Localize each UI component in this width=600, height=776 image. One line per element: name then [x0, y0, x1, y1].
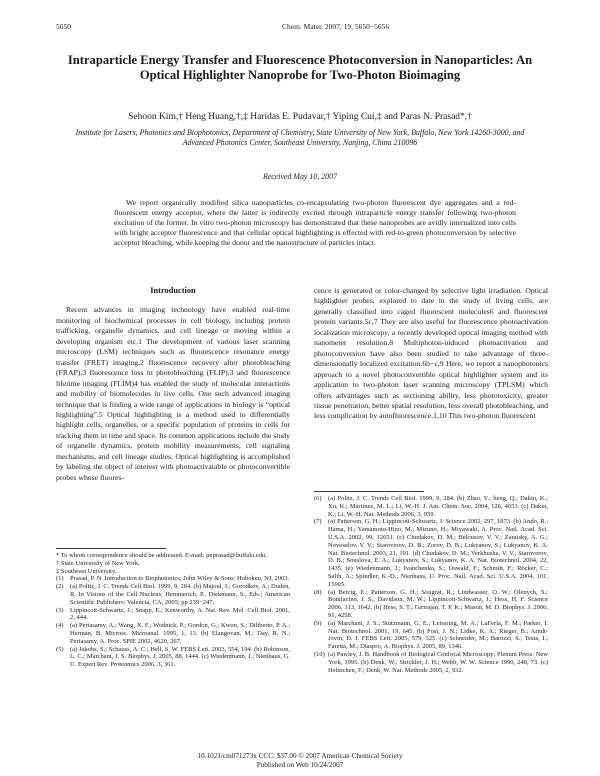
introduction-paragraph-right: cence is generated or color-changed by selective light irradiation. Optical highlighter probes, explored to date in the study of living cells, are generally classified into caged fluorescent molecules6 and fluorescent protein variants.5c,7 They are also useful for fluorescence photoactivation localization microscopy, a recently developed optical imaging method with nanometer resolution.8 Multiphoton-induced photoactivation and photoconversion have also been studied to take advantage of three-dimensionally localized excitation.6b−c,9 Here, we report a nanophotonics approach to a novel photoconvertible optical highlighter system and its application to two-photon laser scanning microscopy (TPLSM) which offers advantages such as sectioning ability, less phototoxicity, greater tissue penetration, better spatial resolution, less overall photobleaching, and less complication by autofluorescence.1,10 This two-photon fluorescent — [314, 286, 548, 421]
reference-item: (8) (a) Betzig, E.; Patterson, G. H.; Sougrat, R.; Lindwasser, O. W.; Olenych, S.; Bonifacino, J. S.; Davidson, M. W.; Lippincott-Schwartz, J.; Hess, H. F. Science 2006, 313, 1642. (b) Hess, S. T.; Girirajan, T. P. K.; Mason, M. D. Biophys. J. 2006, 91, 4258. — [314, 588, 548, 619]
page-number: 5650 — [56, 22, 71, 31]
reference-item: (1) Prasad, P. N. Introduction to Biophotonics; John Wiley & Sons: Hoboken, NJ, 2003. — [56, 575, 290, 583]
reference-item: (4) (a) Periasamy, A.; Wang, X. F.; Wodnick, P.; Gordon, G.; Kwon, S.; Diliberto, P. A.; Herman, B. Microsc. Microanal. 1995, 1, 13. (b) Elangovan, M.; Day, R. N.; Periasamy, A. Proc. SPIE 2002, 4620, 267. — [56, 622, 290, 645]
journal-citation: Chem. Mater. 2007, 19, 5650−5656 — [282, 22, 390, 31]
author-list: Sehoon Kim,† Heng Huang,†,‡ Haridas E. Pudavar,† Yiping Cui,‡ and Paras N. Prasad*,† — [128, 112, 472, 122]
footnote-correspondence: * To whom correspondence should be addressed. E-mail: pnprasad@buffalo.edu. — [56, 552, 267, 559]
reference-item: (2) (a) Politz, J. C. Trends Cell Biol. 1999, 9, 284. (b) Majoul, I.; Gorodkov, A.; Duden, R. In Visions of the Cell Nucleus; Hemmerich, P., Diekmann, S., Eds.; American Scientific Publishers: Valencia, CA, 2005; pp 239−247. — [56, 583, 290, 606]
publication-date: Published on Web 10/24/2007 — [256, 760, 344, 769]
reference-item: (9) (a) Marchant, J. S.; Stutzmann, G. E.; Leissring, M. A.; LaFerla, F. M.; Parker, I. Nat. Biotechnol. 2001, 19, 645. (b) Post, J. N.; Lidke, K. A.; Rieger, B.; Arndt-Jovin, D. J. FEBS Lett. 2005, 579, 325. (c) Schneider, M.; Barozzi, S.; Testa, I.; Faretta, M.; Diaspro, A. Biophys. J. 2005, 89, 1346. — [314, 619, 548, 651]
author-affiliation: Institute for Lasers, Photonics and Biophotonics, Department of Chemistry, State University of New York, Buffalo, New York 14260-3000, and Advanced Photonics Center, Southeast University, Nanjing, China 210096 — [75, 128, 525, 148]
introduction-paragraph-left: Recent advances in imaging technology have enabled real-time monitoring of biochemical processes in cell biology, including protein trafficking, organelle dynamics, and cell lineage or moving within a developing organism etc.1 The development of various laser scanning microscopy (LSM) techniques such as fluorescence resonance energy transfer (FRET) imaging,2 fluorescence recovery after photobleaching (FRAP),3 fluorescence loss in photobleaching (FLIP),3 and fluorescence lifetime imaging (FLIM)4 has enabled the study of molecular interactions and mobility of biomolecules in live cells. One such advanced imaging technique that is finding a wide range of applications in biology is “optical highlighting”.5 Optical highlighting is a method used to differentially highlight cells, organelles, or a specific population of proteins in cells for tracking them in time and space. Its common applications include the study of organelle dynamics, protein mobility measurements, cell signaling mechanisms, and cell lineage studies. Optical highlighting is accomplished by labeling the object of interest with photoactivatable or photoconvertible probes whose fluores- — [56, 305, 290, 482]
references-right — [314, 495, 548, 674]
page-footer — [60, 752, 540, 769]
running-head — [56, 22, 544, 34]
abstract: We report organically modified silica nanoparticles co-encapsulating two-photon fluorescent dye aggregates and a red-fluorescent energy acceptor, where the latter is indirectly excited through intraparticle energy transfer following two-photon excitation of the former. In vitro two-photon microscopy has demonstrated that these nanoprobes are avidly internalized into cells with bright acceptor fluorescence and that cellular optical highlighting is effected with red-to-green photoconversion by selective acceptor bleaching, while keeping the donor and the nanostructure of particles intact. — [114, 198, 516, 248]
footnotes-left — [56, 552, 290, 669]
left-column — [56, 286, 290, 483]
right-column — [314, 286, 548, 422]
article-title: Intraparticle Energy Transfer and Fluorescence Photoconversion in Nanoparticles: An Optical Highlighter Nanoprobe for Two-Photon Bioimaging — [67, 53, 533, 82]
reference-item: (3) Lippincott-Schwartz, J.; Snapp, E.; Kenworthy, A. Nat. Rev. Mol. Cell Biol. 2001, 2, 444. — [56, 606, 290, 622]
footnote-separator-left — [56, 548, 166, 549]
footnote-southeast: ‡ Southeast University. — [56, 567, 117, 575]
reference-item: (7) (a) Patterson, G. H.; Lippincott-Schwartz, J. Science 2002, 297, 1873. (b) Ando, R.; Hama, H.; Yamamoto-Hino, M.; Mizuno, H.; Miyawaki, A. Proc. Natl. Acad. Sci. U.S.A. 2002, 99, 12651. (c) Chudakov, D. M.; Belousov, V. V.; Zaraisky, A. G.; Novoselov, V. V.; Staroverov, D. B.; Zorov, D. B.; Lukyanov, S.; Lukyanov, K. A. Nat. Biotechnol. 2003, 21, 191. (d) Chudakov, D. M.; Verkhusha, V. V.; Staroverov, D. B.; Souslova, E. A.; Lukyanov, S.; Lukyanov, K. A. Nat. Biotechnol. 2004, 22, 1435. (e) Wiedenmann, J.; Ivanchenko, S.; Oswald, F.; Schmitt, F.; Röcker, C.; Salih, A.; Spindler, K.-D.; Nienhaus, U. Proc. Natl. Acad. Sci. U.S.A. 2004, 101, 15905. — [314, 518, 548, 588]
doi-copyright-line: 10.1021/cm071273x CCC: $37.00 © 2007 American Chemical Society — [197, 752, 403, 760]
section-heading-introduction: Introduction — [150, 286, 196, 295]
reference-item: (10) (a) Pawley, J. B. Handbook of Biological Confocal Microscopy; Plenum Press: New York, 1995. (b) Denk, W.; Strickler, J. H.; Webb, W. W. Science 1990, 248, 73. (c) Helmchen, F.; Denk, W. Nat. Methods 2005, 2, 932. — [314, 650, 548, 674]
reference-item: (6) (a) Politz, J. C. Trends Cell Biol. 1999, 9, 284. (b) Zhao, Y.; heng, Q.; Dakin, K.; Xu, K.; Martinez, M. L.; Li, W.-H. J. Am. Chem. Soc. 2004, 126, 4653. (c) Dakin, K.; Li, W.-H. Nat. Methods 2006, 3, 959. — [314, 495, 548, 518]
reference-item: (5) (a) Jakobs, S.; Schauss, A. C.; Hell, S. W. FEBS Lett. 2003, 554, 194. (b) Robinson, L. C.; Marchant, J. S. Biophys. J. 2005, 88, 1444. (c) Wiedenmann, J.; Nienhaus, G. U. Expert Rev. Proteomics 2006, 3, 361. — [56, 645, 290, 669]
footnote-suny: † State University of New York. — [56, 559, 140, 567]
received-date: Received May 10, 2007 — [262, 172, 338, 181]
footnote-separator-right — [314, 491, 424, 492]
